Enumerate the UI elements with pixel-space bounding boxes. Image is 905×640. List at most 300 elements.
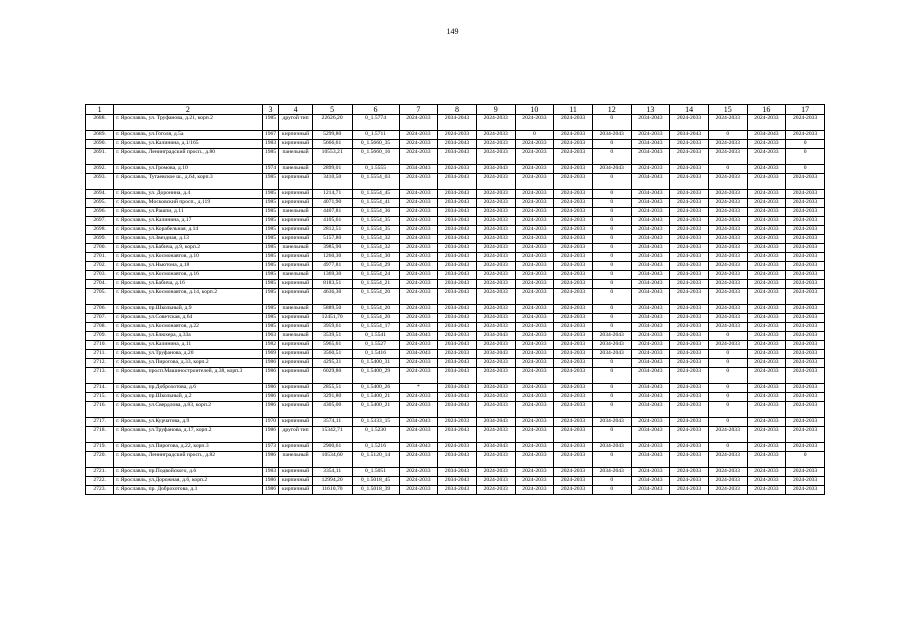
period-col-10-cell: 2024-2033 — [515, 486, 554, 495]
area-cell: 1214,71 — [312, 190, 352, 199]
period-col-13-cell: 2034-2043 — [631, 244, 670, 253]
address-cell: г. Ярославль, ул. Труфанова, д.21, корп.2 — [114, 115, 262, 131]
area-cell: 5157,80 — [312, 235, 352, 244]
period-col-15-cell: 2024-2033 — [708, 244, 747, 253]
period-col-12-cell: 0 — [592, 314, 631, 323]
table-row — [86, 384, 825, 393]
wall-material-cell: панельный — [279, 149, 312, 165]
period-col-11-cell: 2024-2033 — [554, 477, 593, 486]
area-cell: 4071,90 — [312, 199, 352, 208]
row-number-cell: 2692. — [86, 165, 114, 174]
table-row — [86, 244, 825, 253]
period-col-16-cell: 2024-2033 — [747, 384, 786, 393]
period-col-13-cell: 2034-2043 — [631, 402, 670, 418]
period-col-9-cell: 2024-2033 — [476, 477, 515, 486]
address-cell: г. Ярославль, ул.Калинина, д.1/165 — [114, 140, 262, 149]
period-col-12-cell: 2034-2043 — [592, 418, 631, 427]
year-built-cell: 1973 — [262, 443, 279, 452]
object-code-cell: 0_1.5554_29 — [352, 262, 399, 271]
period-col-8-cell: 2034-2043 — [438, 149, 477, 165]
period-col-12-cell: 0 — [592, 253, 631, 262]
period-col-7-cell: 2024-2033 — [399, 262, 438, 271]
period-col-12-cell: 2034-2043 — [592, 332, 631, 341]
period-col-17-cell: 2024-2033 — [786, 271, 825, 280]
period-col-17-cell: 2024-2033 — [786, 190, 825, 199]
period-col-12-cell: 0 — [592, 226, 631, 235]
area-cell: 10534,60 — [312, 452, 352, 468]
row-number-cell: 2700. — [86, 244, 114, 253]
row-number-cell: 2694. — [86, 190, 114, 199]
wall-material-cell: панельный — [279, 244, 312, 253]
period-col-10-cell: 2024-2033 — [515, 226, 554, 235]
period-col-16-cell: 2024-2033 — [747, 174, 786, 190]
period-col-11-cell: 2024-2033 — [554, 244, 593, 253]
period-col-15-cell: 2024-2033 — [708, 477, 747, 486]
period-col-12-cell: 2034-2043 — [592, 443, 631, 452]
area-cell: 4295,31 — [312, 359, 352, 368]
period-col-7-cell: 2024-2033 — [399, 359, 438, 368]
period-col-11-cell: 2024-2033 — [554, 384, 593, 393]
period-col-8-cell: 2034-2043 — [438, 314, 477, 323]
period-col-12-cell: 0 — [592, 402, 631, 418]
period-col-10-cell: 2024-2033 — [515, 199, 554, 208]
address-cell: г. Ярославль, Тутаевское ш., д.64, корп.3 — [114, 174, 262, 190]
period-col-17-cell: 2024-2033 — [786, 427, 825, 443]
table-row — [86, 115, 825, 131]
period-col-15-cell: 0 — [708, 418, 747, 427]
period-col-13-cell: 2034-2043 — [631, 235, 670, 244]
period-col-8-cell: 2024-2033 — [438, 165, 477, 174]
period-col-9-cell: 2024-2033 — [476, 149, 515, 165]
period-col-9-cell: 2024-2033 — [476, 253, 515, 262]
table-row — [86, 332, 825, 341]
period-col-8-cell: 2034-2043 — [438, 235, 477, 244]
period-col-9-cell: 2024-2033 — [476, 115, 515, 131]
wall-material-cell: кирпичный — [279, 393, 312, 402]
table-row — [86, 323, 825, 332]
period-col-11-cell: 2024-2033 — [554, 418, 593, 427]
period-col-13-cell: 2034-2043 — [631, 253, 670, 262]
period-col-9-cell: 2024-2033 — [476, 393, 515, 402]
period-col-10-cell: 2024-2033 — [515, 174, 554, 190]
year-built-cell: 1985 — [262, 208, 279, 217]
area-cell: 10553,21 — [312, 149, 352, 165]
period-col-11-cell: 2024-2033 — [554, 149, 593, 165]
period-col-9-cell: 2024-2033 — [476, 452, 515, 468]
area-cell: 4977,81 — [312, 262, 352, 271]
row-number-cell: 2707. — [86, 314, 114, 323]
period-col-10-cell: 2024-2033 — [515, 208, 554, 217]
period-col-9-cell: 2034-2043 — [476, 418, 515, 427]
period-col-11-cell: 2024-2033 — [554, 402, 593, 418]
period-col-17-cell: 2024-2033 — [786, 332, 825, 341]
period-col-16-cell: 2024-2033 — [747, 443, 786, 452]
row-number-cell: 2701. — [86, 253, 114, 262]
period-col-15-cell: 0 — [708, 443, 747, 452]
address-cell: г. Ярославль, пр.Доброхотова, д.6 — [114, 384, 262, 393]
period-col-12-cell: 2034-2043 — [592, 165, 631, 174]
period-col-17-cell: 2024-2033 — [786, 359, 825, 368]
period-col-17-cell: 2024-2033 — [786, 477, 825, 486]
period-col-16-cell: 2024-2033 — [747, 341, 786, 350]
period-col-15-cell: 2024-2033 — [708, 149, 747, 165]
column-header-15: 15 — [708, 105, 747, 115]
period-col-10-cell: 2024-2033 — [515, 280, 554, 289]
period-col-13-cell: 2034-2043 — [631, 314, 670, 323]
period-col-9-cell: 2024-2033 — [476, 289, 515, 305]
period-col-15-cell: 0 — [708, 402, 747, 418]
period-col-9-cell: 2024-2033 — [476, 341, 515, 350]
period-col-17-cell: 2024-2033 — [786, 341, 825, 350]
period-col-14-cell: 2024-2033 — [670, 486, 709, 495]
year-built-cell: 1985 — [262, 289, 279, 305]
period-col-7-cell: 2024-2033 — [399, 477, 438, 486]
period-col-16-cell: 2024-2033 — [747, 289, 786, 305]
period-col-9-cell: 2024-2033 — [476, 235, 515, 244]
period-col-12-cell: 0 — [592, 262, 631, 271]
period-col-9-cell: 2024-2033 — [476, 384, 515, 393]
period-col-14-cell: 2024-2033 — [670, 341, 709, 350]
period-col-8-cell: 2024-2033 — [438, 418, 477, 427]
period-col-8-cell: 2034-2043 — [438, 384, 477, 393]
object-code-cell: 0_1.5554_03 — [352, 174, 399, 190]
period-col-10-cell: 2024-2033 — [515, 190, 554, 199]
period-col-14-cell: 2024-2033 — [670, 332, 709, 341]
period-col-16-cell: 2024-2033 — [747, 208, 786, 217]
row-number-cell: 2720. — [86, 452, 114, 468]
period-col-12-cell: 0 — [592, 477, 631, 486]
object-code-cell: 0_1.5554_35 — [352, 226, 399, 235]
year-built-cell: 1986 — [262, 427, 279, 443]
period-col-7-cell: 2024-2033 — [399, 305, 438, 314]
period-col-16-cell: 2034-2043 — [747, 131, 786, 140]
table-row — [86, 341, 825, 350]
period-col-12-cell: 0 — [592, 149, 631, 165]
period-col-10-cell: 2024-2033 — [515, 468, 554, 477]
row-number-cell: 2710. — [86, 341, 114, 350]
period-col-14-cell: 2024-2033 — [670, 443, 709, 452]
period-col-17-cell: 2024-2033 — [786, 289, 825, 305]
period-col-10-cell: 2024-2033 — [515, 289, 554, 305]
object-code-cell: 0_1.5660_35 — [352, 140, 399, 149]
period-col-15-cell: 2024-2033 — [708, 314, 747, 323]
period-col-17-cell: 2024-2033 — [786, 486, 825, 495]
period-col-16-cell: 2024-2033 — [747, 393, 786, 402]
period-col-8-cell: 2024-2033 — [438, 332, 477, 341]
object-code-cell: 0_1.5400_31 — [352, 359, 399, 368]
period-col-8-cell: 2034-2043 — [438, 477, 477, 486]
object-code-cell: 0_1.5120_14 — [352, 452, 399, 468]
address-cell: г. Ярославль, ул.Пирогова, д.33, корп.2 — [114, 359, 262, 368]
table-row — [86, 226, 825, 235]
table-row — [86, 199, 825, 208]
table-row — [86, 443, 825, 452]
period-col-15-cell: 0 — [708, 350, 747, 359]
period-col-8-cell: 2034-2043 — [438, 190, 477, 199]
period-col-12-cell: 0 — [592, 244, 631, 253]
period-col-11-cell: 2024-2033 — [554, 341, 593, 350]
period-col-15-cell: 2024-2033 — [708, 235, 747, 244]
period-col-17-cell: 2024-2033 — [786, 244, 825, 253]
period-col-9-cell: 2024-2033 — [476, 190, 515, 199]
object-code-cell: 0_1.5400_29 — [352, 368, 399, 384]
period-col-17-cell: 2024-2033 — [786, 253, 825, 262]
year-built-cell: 1986 — [262, 368, 279, 384]
period-col-16-cell: 2024-2033 — [747, 418, 786, 427]
period-col-7-cell: 2024-2033 — [399, 131, 438, 140]
period-col-13-cell: 2034-2043 — [631, 190, 670, 199]
area-cell: 12451,70 — [312, 314, 352, 323]
year-built-cell: 1985 — [262, 271, 279, 280]
year-built-cell: 1985 — [262, 323, 279, 332]
period-col-11-cell: 2024-2033 — [554, 350, 593, 359]
object-code-cell: 0_1.5051 — [352, 468, 399, 477]
object-code-cell: 0_1.5216 — [352, 443, 399, 452]
period-col-13-cell: 2024-2033 — [631, 468, 670, 477]
period-col-9-cell: 2024-2033 — [476, 323, 515, 332]
wall-material-cell: кирпичный — [279, 418, 312, 427]
year-built-cell: 1985 — [262, 217, 279, 226]
period-col-11-cell: 2024-2033 — [554, 468, 593, 477]
object-code-cell: 0_1.5555 — [352, 165, 399, 174]
wall-material-cell: кирпичный — [279, 368, 312, 384]
period-col-12-cell: 0 — [592, 368, 631, 384]
period-col-7-cell: 2034-2043 — [399, 165, 438, 174]
address-cell: г. Ярославль, пр.Школьный, д.2 — [114, 393, 262, 402]
object-code-cell: 0_1.5527 — [352, 341, 399, 350]
table-body — [86, 115, 825, 495]
period-col-13-cell: 2024-2033 — [631, 332, 670, 341]
period-col-16-cell: 2024-2033 — [747, 359, 786, 368]
area-cell: 12994,20 — [312, 477, 352, 486]
period-col-14-cell: 2024-2033 — [670, 190, 709, 199]
period-col-7-cell: 2024-2033 — [399, 393, 438, 402]
period-col-17-cell: 0 — [786, 452, 825, 468]
wall-material-cell: кирпичный — [279, 323, 312, 332]
table-row — [86, 486, 825, 495]
wall-material-cell: кирпичный — [279, 217, 312, 226]
wall-material-cell: кирпичный — [279, 468, 312, 477]
period-col-11-cell: 2024-2033 — [554, 332, 593, 341]
area-cell: 3985,90 — [312, 244, 352, 253]
year-built-cell: 1985 — [262, 280, 279, 289]
row-number-cell: 2723. — [86, 486, 114, 495]
period-col-12-cell: 0 — [592, 115, 631, 131]
period-col-13-cell: 2034-2043 — [631, 393, 670, 402]
period-col-13-cell: 2034-2043 — [631, 368, 670, 384]
period-col-10-cell: 2024-2033 — [515, 140, 554, 149]
area-cell: 3354,11 — [312, 468, 352, 477]
period-col-7-cell: 2024-2033 — [399, 452, 438, 468]
period-col-15-cell: 2024-2033 — [708, 262, 747, 271]
row-number-cell: 2719. — [86, 443, 114, 452]
period-col-13-cell: 2024-2033 — [631, 208, 670, 217]
period-col-17-cell: 2024-2033 — [786, 443, 825, 452]
row-number-cell: 2708. — [86, 323, 114, 332]
year-built-cell: 1985 — [262, 226, 279, 235]
address-cell: г. Ярославль, ул.Громова, д.10 — [114, 165, 262, 174]
period-col-15-cell: 2024-2033 — [708, 280, 747, 289]
period-col-10-cell: 2024-2033 — [515, 244, 554, 253]
period-col-14-cell: 2024-2033 — [670, 199, 709, 208]
period-col-7-cell: 2024-2033 — [399, 427, 438, 443]
row-number-cell: 2698. — [86, 226, 114, 235]
object-code-cell: 0_1.5416 — [352, 350, 399, 359]
period-col-12-cell: 0 — [592, 235, 631, 244]
year-built-cell: 1985 — [262, 262, 279, 271]
period-col-10-cell: 2024-2033 — [515, 332, 554, 341]
period-col-7-cell: 2024-2033 — [399, 208, 438, 217]
area-cell: 4407,81 — [312, 208, 352, 217]
period-col-14-cell: 2024-2033 — [670, 350, 709, 359]
year-built-cell: 1985 — [262, 149, 279, 165]
period-col-17-cell: 2024-2033 — [786, 235, 825, 244]
period-col-10-cell: 2024-2033 — [515, 165, 554, 174]
period-col-8-cell: 2034-2043 — [438, 226, 477, 235]
period-col-14-cell: 2024-2033 — [670, 235, 709, 244]
address-cell: г. Ярославль, Ленинградский просп., д.80 — [114, 149, 262, 165]
address-cell: г. Ярославль, Ленинградский просп., д.82 — [114, 452, 262, 468]
period-col-14-cell: 2024-2033 — [670, 452, 709, 468]
period-col-10-cell: 2024-2033 — [515, 452, 554, 468]
object-code-cell: 0_1.5018_39 — [352, 486, 399, 495]
period-col-13-cell: 2034-2043 — [631, 199, 670, 208]
period-col-9-cell: 2024-2033 — [476, 280, 515, 289]
wall-material-cell: кирпичный — [279, 262, 312, 271]
year-built-cell: 1983 — [262, 468, 279, 477]
year-built-cell: 1985 — [262, 235, 279, 244]
period-col-9-cell: 2024-2033 — [476, 305, 515, 314]
period-col-17-cell: 2024-2033 — [786, 350, 825, 359]
period-col-7-cell: 2024-2033 — [399, 226, 438, 235]
period-col-17-cell: 2024-2033 — [786, 393, 825, 402]
address-cell: г. Ярославль, ул.Труфанова, д.17, корп.2 — [114, 427, 262, 443]
column-header-7: 7 — [399, 105, 438, 115]
period-col-16-cell: 2024-2033 — [747, 226, 786, 235]
period-col-12-cell: 0 — [592, 199, 631, 208]
period-col-7-cell: 2024-2033 — [399, 217, 438, 226]
column-number-header-row — [86, 105, 825, 115]
row-number-cell: 2718. — [86, 427, 114, 443]
period-col-7-cell: 2024-2033 — [399, 323, 438, 332]
object-code-cell: 0_1.5711 — [352, 131, 399, 140]
period-col-9-cell: 2024-2033 — [476, 427, 515, 443]
table-row — [86, 402, 825, 418]
period-col-12-cell: 0 — [592, 384, 631, 393]
address-cell: г. Ярославль, ул.Блюхера, д.33а — [114, 332, 262, 341]
row-number-cell: 2712. — [86, 359, 114, 368]
period-col-16-cell: 2024-2033 — [747, 314, 786, 323]
wall-material-cell: кирпичный — [279, 341, 312, 350]
period-col-9-cell: 2024-2033 — [476, 468, 515, 477]
period-col-11-cell: 2024-2033 — [554, 208, 593, 217]
area-cell: 2899,01 — [312, 165, 352, 174]
period-col-10-cell: 2024-2033 — [515, 149, 554, 165]
period-col-10-cell: 2024-2033 — [515, 341, 554, 350]
row-number-cell: 2721. — [86, 468, 114, 477]
period-col-12-cell: 0 — [592, 427, 631, 443]
area-cell: 4105,61 — [312, 217, 352, 226]
period-col-8-cell: 2034-2043 — [438, 305, 477, 314]
period-col-14-cell: 2024-2033 — [670, 314, 709, 323]
object-code-cell: 0_1.5554_32 — [352, 244, 399, 253]
period-col-12-cell: 0 — [592, 217, 631, 226]
period-col-14-cell: 2024-2033 — [670, 244, 709, 253]
period-col-10-cell: 2024-2033 — [515, 323, 554, 332]
year-built-cell: 1970 — [262, 418, 279, 427]
year-built-cell: 1974 — [262, 165, 279, 174]
period-col-11-cell: 2024-2033 — [554, 271, 593, 280]
period-col-17-cell: 2024-2033 — [786, 115, 825, 131]
row-number-cell: 2713. — [86, 368, 114, 384]
table-row — [86, 217, 825, 226]
row-number-cell: 2714. — [86, 384, 114, 393]
period-col-7-cell: 2024-2033 — [399, 314, 438, 323]
period-col-7-cell: 2024-2033 — [399, 341, 438, 350]
year-built-cell: 1986 — [262, 359, 279, 368]
period-col-9-cell: 2024-2033 — [476, 368, 515, 384]
address-cell: г. Ярославль, ул.Космонавтов, д.16 — [114, 271, 262, 280]
wall-material-cell: кирпичный — [279, 443, 312, 452]
period-col-8-cell: 2034-2043 — [438, 174, 477, 190]
address-cell: г. Ярославль, ул.Космонавтов, д.22 — [114, 323, 262, 332]
period-col-8-cell: 2034-2043 — [438, 402, 477, 418]
period-col-17-cell: 2024-2033 — [786, 217, 825, 226]
wall-material-cell: кирпичный — [279, 131, 312, 140]
table-row — [86, 235, 825, 244]
period-col-9-cell: 2024-2033 — [476, 359, 515, 368]
object-code-cell: 0_1.5018_45 — [352, 477, 399, 486]
year-built-cell: 1983 — [262, 140, 279, 149]
row-number-cell: 2705. — [86, 289, 114, 305]
period-col-8-cell: 2034-2043 — [438, 140, 477, 149]
area-cell: 6029,80 — [312, 368, 352, 384]
page-number: 149 — [446, 27, 459, 36]
period-col-13-cell: 2024-2033 — [631, 418, 670, 427]
period-col-7-cell: 2034-2043 — [399, 418, 438, 427]
table-row — [86, 305, 825, 314]
period-col-9-cell: 2024-2033 — [476, 486, 515, 495]
period-col-16-cell: 2024-2033 — [747, 452, 786, 468]
year-built-cell: 1986 — [262, 477, 279, 486]
period-col-15-cell: 2024-2033 — [708, 174, 747, 190]
period-col-11-cell: 2024-2033 — [554, 280, 593, 289]
table-row — [86, 350, 825, 359]
period-col-16-cell: 2024-2033 — [747, 140, 786, 149]
period-col-8-cell: 2034-2043 — [438, 452, 477, 468]
table-row — [86, 280, 825, 289]
period-col-17-cell: 2024-2033 — [786, 280, 825, 289]
column-header-1: 1 — [86, 105, 114, 115]
period-col-10-cell: 2024-2033 — [515, 393, 554, 402]
object-code-cell: 0_1.5400_26 — [352, 384, 399, 393]
period-col-10-cell: 2024-2033 — [515, 402, 554, 418]
period-col-10-cell: 2024-2033 — [515, 443, 554, 452]
period-col-11-cell: 2024-2033 — [554, 217, 593, 226]
year-built-cell: 1985 — [262, 305, 279, 314]
period-col-14-cell: 2024-2033 — [670, 289, 709, 305]
period-col-12-cell: 0 — [592, 359, 631, 368]
area-cell: 5965,61 — [312, 341, 352, 350]
period-col-16-cell: 2024-2033 — [747, 350, 786, 359]
object-code-cell: 0_1.5554_20 — [352, 314, 399, 323]
period-col-11-cell: 2024-2033 — [554, 115, 593, 131]
area-cell: 1260,30 — [312, 253, 352, 262]
period-col-7-cell: 2024-2033 — [399, 486, 438, 495]
period-col-8-cell: 2034-2043 — [438, 393, 477, 402]
period-col-7-cell: 2024-2033 — [399, 199, 438, 208]
period-col-14-cell: 2024-2033 — [670, 305, 709, 314]
